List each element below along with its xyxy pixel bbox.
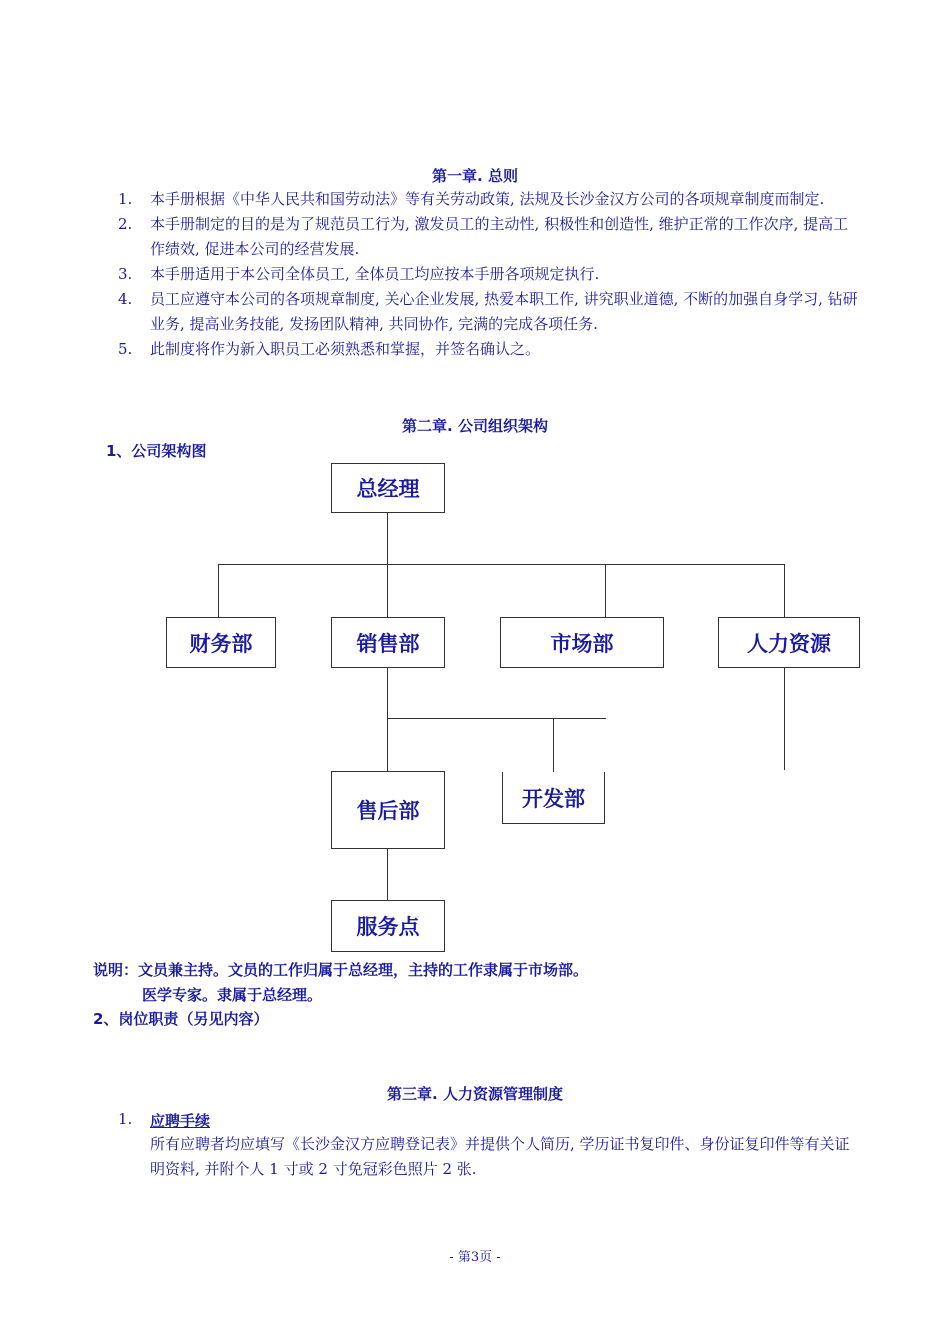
org-box-hr: 人力资源 — [718, 617, 860, 668]
note-line-2: 医学专家。隶属于总经理。 — [142, 986, 323, 1004]
chapter3-title: 第三章. 人力资源管理制度 — [387, 1085, 563, 1103]
list-text: 本手册制定的目的是为了规范员工行为, 激发员工的主动性, 积极性和创造性, 维护正常的工作次序, 提高工作绩效, 促进本公司的经营发展. — [150, 215, 849, 258]
connector-line — [553, 718, 554, 772]
list-item — [118, 212, 858, 262]
connector-line — [387, 848, 388, 900]
list-number: 3. — [118, 265, 133, 283]
list-number: 2. — [118, 215, 133, 233]
list-number: 1. — [118, 190, 133, 208]
connector-line — [605, 564, 606, 617]
chapter1-list — [118, 187, 858, 362]
list-text: 此制度将作为新入职员工必须熟悉和掌握，并签名确认之。 — [150, 340, 541, 358]
org-box-dev: 开发部 — [502, 772, 605, 824]
chapter3-item-title: 应聘手续 — [150, 1112, 211, 1130]
connector-line — [218, 564, 785, 565]
connector-line — [784, 564, 785, 617]
chapter3-item-number: 1. — [118, 1110, 133, 1128]
job-duties-label: 2、岗位职责（另见内容） — [93, 1010, 269, 1028]
list-text: 本手册适用于本公司全体员工, 全体员工均应按本手册各项规定执行. — [150, 265, 600, 283]
org-box-market: 市场部 — [500, 617, 664, 668]
connector-line — [784, 667, 785, 770]
connector-line — [387, 718, 606, 719]
list-number: 5. — [118, 340, 133, 358]
org-chart-label: 1、公司架构图 — [106, 442, 207, 460]
org-box-aftersales: 售后部 — [331, 771, 445, 849]
list-item — [118, 337, 858, 362]
connector-line — [387, 564, 388, 617]
connector-line — [387, 512, 388, 564]
list-text: 本手册根据《中华人民共和国劳动法》等有关劳动政策, 法规及长沙金汉方公司的各项规章制度而制定. — [150, 190, 825, 208]
note-line-1: 说明：文员兼主持。文员的工作归属于总经理，主持的工作隶属于市场部。 — [93, 961, 589, 979]
connector-line — [387, 667, 388, 771]
list-item — [118, 187, 858, 212]
chapter3-item-text: 所有应聘者均应填写《长沙金汉方应聘登记表》并提供个人简历, 学历证书复印件、身份证复印件等有关证明资料, 并附个人 1 寸或 2 寸免冠彩色照片 2 张. — [150, 1135, 850, 1178]
list-number: 4. — [118, 290, 133, 308]
org-box-service: 服务点 — [331, 900, 445, 952]
chapter1-title: 第一章. 总则 — [432, 167, 518, 185]
org-box-ceo: 总经理 — [331, 463, 445, 513]
chapter2-title: 第二章. 公司组织架构 — [402, 417, 548, 435]
list-text: 员工应遵守本公司的各项规章制度, 关心企业发展, 热爱本职工作, 讲究职业道德, 不断的加强自身学习, 钻研业务, 提高业务技能, 发扬团队精神, 共同协作, 完满的完成各项任务. — [150, 290, 858, 333]
page-number: - 第3页 - — [449, 1250, 501, 1265]
list-item — [118, 287, 858, 337]
org-box-sales: 销售部 — [331, 617, 445, 668]
list-item — [118, 262, 858, 287]
org-box-finance: 财务部 — [166, 617, 276, 668]
connector-line — [218, 564, 219, 617]
